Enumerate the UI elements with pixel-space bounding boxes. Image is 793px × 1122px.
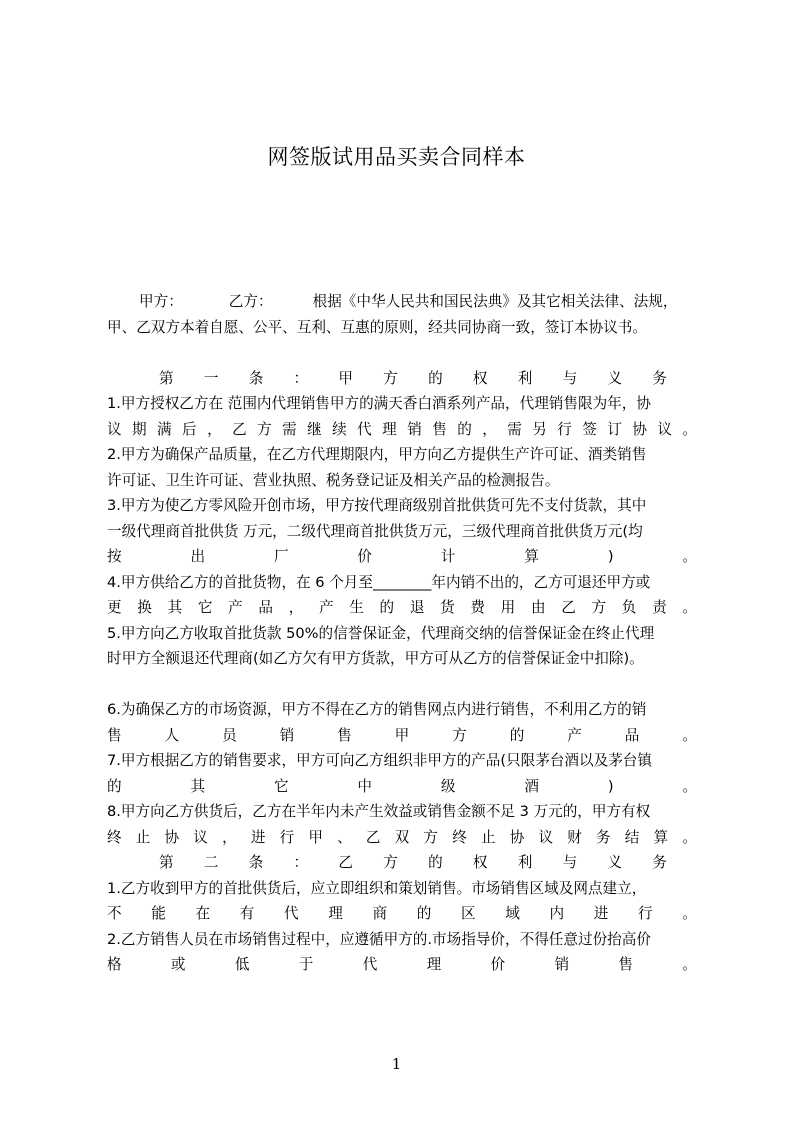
- char: 按: [107, 548, 122, 565]
- char: 需: [507, 420, 522, 438]
- char: ): [607, 548, 614, 565]
- char: 代: [362, 956, 378, 973]
- intro-text: 根据《中华人民共和国民法典》及其它相关法律、法规，: [312, 293, 678, 310]
- s1-p5-line1: 5.甲方向乙方收取首批货款 50%的信誉保证金，代理商交纳的信誉保证金在终止代理: [107, 624, 655, 642]
- char: 权: [472, 854, 488, 871]
- char: 理: [426, 956, 442, 973]
- char: 产: [318, 599, 334, 616]
- char: 费: [470, 599, 485, 616]
- char: 务: [596, 828, 611, 846]
- char: ，: [222, 828, 237, 846]
- s2-p1-line2: [107, 901, 697, 927]
- char: 。: [682, 726, 697, 744]
- char: 人: [164, 726, 180, 744]
- char: 不: [107, 905, 122, 922]
- char: 方: [423, 828, 439, 846]
- char: 。: [682, 828, 697, 846]
- char: 内: [549, 905, 565, 922]
- char: 销: [554, 956, 570, 973]
- s1-p7-line2: [107, 774, 697, 800]
- s1-p2-line2: 许可证、卫生许可证、营业执照、税务登记证及相关产品的检测报告。: [107, 471, 560, 489]
- document-body: [107, 289, 697, 978]
- char: 价: [490, 956, 506, 973]
- char: 的: [509, 726, 525, 744]
- char: 行: [557, 420, 572, 438]
- char: 或: [170, 956, 186, 973]
- char: 双: [394, 828, 410, 846]
- char: 务: [652, 369, 667, 387]
- char: 另: [532, 420, 547, 438]
- char: 。: [682, 420, 697, 438]
- spacer: [107, 672, 697, 698]
- char: 商: [372, 905, 388, 922]
- char: 的: [379, 599, 395, 616]
- s1-p6-line1: 6.为确保乙方的市场资源，甲方不得在乙方的销售网点内进行销售，不利用乙方的销: [107, 701, 647, 718]
- char: 财: [567, 828, 582, 846]
- char: 用: [500, 599, 516, 616]
- char: 乙: [561, 599, 576, 616]
- char: 订: [607, 420, 622, 438]
- char: 甲: [394, 726, 410, 744]
- char: 换: [137, 599, 152, 616]
- intro-line-1: [107, 289, 697, 315]
- s1-p8-line1: 8.甲方向乙方供货后，乙方在半年内未产生效益或销售金额不足 3 万元的，甲方有权: [107, 803, 651, 820]
- char: 计: [440, 548, 456, 565]
- char: 乙: [232, 420, 247, 438]
- char: 产: [228, 599, 243, 616]
- char: 的: [416, 905, 432, 922]
- char: 级: [440, 777, 456, 795]
- char: 期: [132, 420, 147, 438]
- char: 域: [505, 905, 520, 922]
- char: 它: [197, 599, 213, 616]
- section2-heading: [159, 850, 667, 876]
- char: 协: [632, 420, 647, 438]
- char: 乙: [338, 854, 353, 871]
- char: 方: [383, 854, 398, 871]
- party-a-label: 甲方：: [139, 293, 183, 310]
- char: 权: [472, 369, 488, 387]
- s1-p6-line2: [107, 723, 697, 749]
- char: 理: [382, 420, 397, 438]
- char: 售: [107, 726, 122, 744]
- char: 低: [234, 956, 250, 973]
- s2-p2-line2: [107, 952, 697, 978]
- char: 。: [682, 599, 697, 616]
- char: 的: [457, 420, 472, 438]
- char: ): [607, 777, 614, 795]
- char: 理: [328, 905, 343, 922]
- char: 厂: [273, 548, 289, 565]
- char: 议: [193, 828, 208, 846]
- char: 算: [653, 828, 669, 846]
- char: 货: [440, 599, 455, 616]
- char: 续: [332, 420, 347, 438]
- char: 方: [383, 369, 398, 387]
- s1-p1-line1: 1.甲方授权乙方在 范围内代理销售甲方的满天香白酒系列产品，代理销售限为年，协: [107, 395, 651, 412]
- char: ，: [207, 420, 222, 438]
- char: 品: [624, 726, 640, 744]
- page-number: 1: [391, 1055, 402, 1073]
- char: 其: [167, 599, 183, 616]
- char: 签: [582, 420, 597, 438]
- char: 区: [461, 905, 476, 922]
- char: 义: [607, 369, 623, 387]
- char: 退: [409, 599, 425, 616]
- char: 进: [250, 828, 266, 846]
- char: 第: [159, 369, 174, 387]
- char: 。: [682, 777, 697, 795]
- char: 出: [190, 548, 206, 565]
- document-title: 网签版试用品买卖合同样本: [267, 145, 526, 169]
- char: 售: [618, 956, 633, 973]
- char: 进: [593, 905, 609, 922]
- char: 产: [567, 726, 582, 744]
- s2-p1-line1: 1.乙方收到甲方的首批供货后，应立即组织和策划销售。市场销售区域及网点建立，: [107, 879, 647, 897]
- char: 代: [284, 905, 299, 922]
- char: 价: [357, 548, 373, 565]
- char: 代: [357, 420, 372, 438]
- s1-p3-line3: [107, 544, 697, 570]
- char: 议: [107, 420, 122, 438]
- char: 更: [107, 599, 122, 616]
- s1-p7-line1: 7.甲方根据乙方的销售要求，甲方可向乙方组织非甲方的产品(只限茅台酒以及茅台镇: [107, 752, 652, 769]
- char: 的: [428, 854, 443, 871]
- char: 一: [203, 369, 219, 387]
- char: 在: [195, 905, 211, 922]
- char: 与: [562, 369, 578, 387]
- section1-heading: [159, 366, 667, 392]
- char: 甲: [308, 828, 323, 846]
- char: 的: [428, 369, 443, 387]
- char: 格: [107, 956, 122, 973]
- char: 终: [107, 828, 122, 846]
- char: 它: [273, 777, 289, 795]
- s1-p2-line1: 2.甲方为确保产品质量，在乙方代理期限内，甲方向乙方提供生产许可证、酒类销售: [107, 446, 647, 463]
- s1-p3-line1: 3.甲方为使乙方零风险开创市场，甲方按代理商级别首批供货可先不支付货款，其中: [107, 497, 647, 514]
- char: 酒: [524, 777, 539, 795]
- s1-p8-line2: [107, 825, 697, 851]
- char: 条: [248, 854, 264, 871]
- char: 后: [182, 420, 197, 438]
- char: 员: [222, 726, 237, 744]
- char: 售: [337, 726, 352, 744]
- char: 协: [509, 828, 525, 846]
- s1-p1-line2: [107, 417, 697, 443]
- char: 乙: [365, 828, 381, 846]
- char: 于: [298, 956, 314, 973]
- char: 。: [682, 956, 697, 973]
- char: 止: [135, 828, 151, 846]
- char: 由: [530, 599, 546, 616]
- s1-p4-line2: [107, 595, 697, 621]
- char: 甲: [338, 369, 353, 387]
- s1-p5-line2: 时甲方全额退还代理商(如乙方欠有甲方货款，甲方可从乙方的信誉保证金中扣除)。: [107, 650, 644, 667]
- intro-line-2: 甲、乙双方本着自愿、公平、互利、互惠的原则，经共同协商一致，签订本协议书。: [107, 318, 647, 336]
- char: 销: [407, 420, 422, 438]
- spacer: [107, 340, 697, 366]
- char: ：: [293, 369, 309, 387]
- char: 。: [682, 548, 697, 565]
- char: 方: [452, 726, 467, 744]
- char: ：: [293, 854, 309, 871]
- char: 中: [357, 777, 373, 795]
- char: 第: [159, 854, 174, 871]
- char: 二: [203, 854, 219, 871]
- char: 方: [257, 420, 272, 438]
- char: 有: [239, 905, 255, 922]
- char: 生: [349, 599, 364, 616]
- char: 条: [248, 369, 264, 387]
- char: 方: [591, 599, 607, 616]
- char: 销: [279, 726, 295, 744]
- char: 责: [652, 599, 667, 616]
- char: 满: [157, 420, 172, 438]
- char: 负: [621, 599, 637, 616]
- char: 利: [517, 854, 533, 871]
- char: 。: [682, 905, 697, 922]
- char: 品: [258, 599, 274, 616]
- char: 、: [337, 828, 352, 846]
- char: 义: [607, 854, 623, 871]
- char: 与: [562, 854, 578, 871]
- char: 的: [107, 777, 122, 795]
- char: 议: [657, 420, 672, 438]
- char: 议: [538, 828, 554, 846]
- char: 需: [282, 420, 297, 438]
- s1-p4-line1: 4.甲方供给乙方的首批货物，在 6 个月至________年内销不出的，乙方可退还甲方或: [107, 573, 651, 591]
- party-b-label: 乙方：: [228, 293, 273, 310]
- char: ，: [288, 599, 304, 616]
- char: 利: [517, 369, 533, 387]
- char: 终: [452, 828, 467, 846]
- char: 务: [652, 854, 667, 871]
- s1-p3-line2: 一级代理商首批供货 万元，二级代理商首批供货万元，三级代理商首批供货万元(均: [107, 522, 643, 540]
- char: 继: [307, 420, 322, 438]
- char: 协: [164, 828, 180, 846]
- char: 行: [638, 905, 653, 922]
- char: 算: [524, 548, 539, 565]
- char: 能: [151, 905, 166, 922]
- char: 结: [624, 828, 640, 846]
- char: ，: [482, 420, 497, 438]
- char: 其: [190, 777, 206, 795]
- char: 售: [432, 420, 447, 438]
- char: 止: [480, 828, 496, 846]
- s2-p2-line1: 2.乙方销售人员在市场销售过程中，应遵循甲方的.市场指导价，不得任意过份抬高价: [107, 930, 651, 948]
- char: 行: [279, 828, 295, 846]
